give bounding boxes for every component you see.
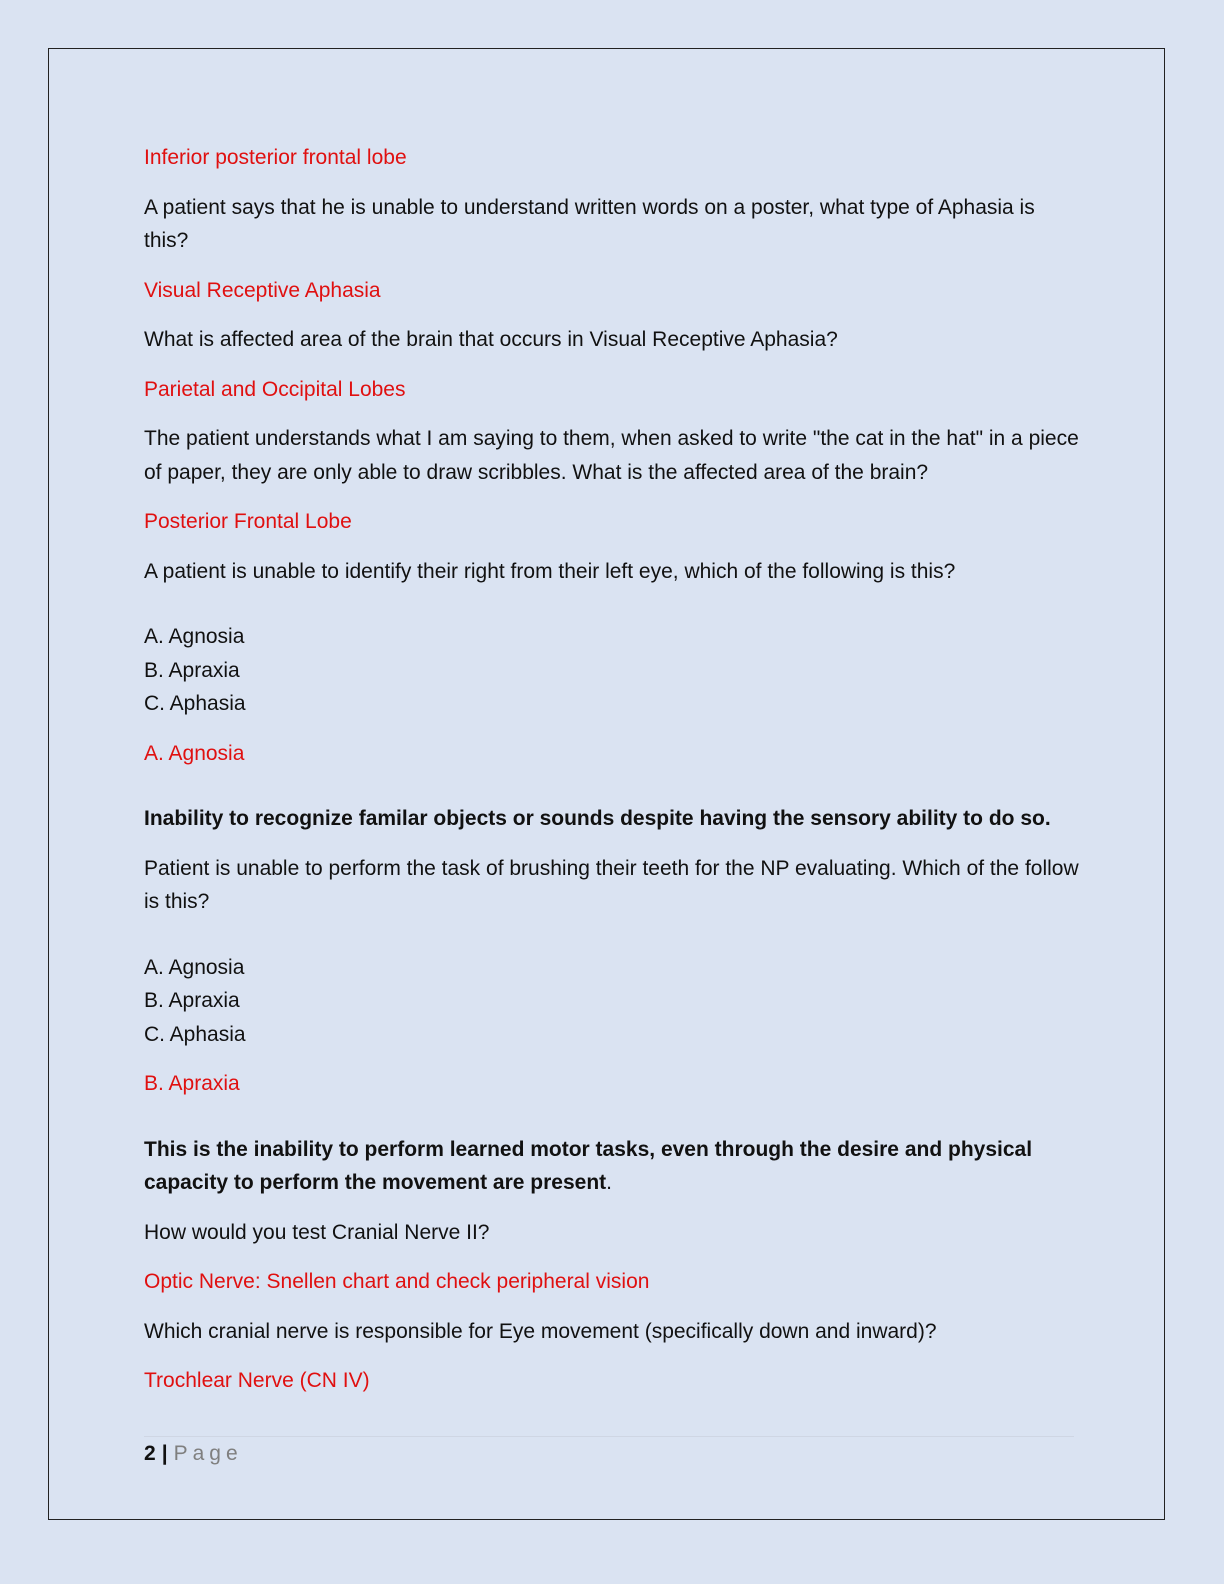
answer-text: Visual Receptive Aphasia (144, 278, 381, 302)
option-item: C. Aphasia (144, 692, 246, 715)
option-list (144, 620, 1079, 721)
footer-divider (144, 1436, 1074, 1437)
page-content (144, 141, 1079, 1414)
question-text: Patient is unable to perform the task of brushing their teeth for the NP evaluating. Which of the follow is this? (144, 856, 1079, 913)
option-item: B. Apraxia (144, 989, 240, 1012)
question-text: The patient understands what I am saying to them, when asked to write "the cat in the hat" in a piece of paper, they are only able to draw scribbles. What is the affected area of the brain? (144, 427, 1079, 484)
answer-text: Parietal and Occipital Lobes (144, 377, 406, 401)
question-text: A patient is unable to identify their right from their left eye, which of the following is this? (144, 559, 956, 583)
option-item: B. Apraxia (144, 658, 240, 682)
answer-text: B. Apraxia (144, 1072, 240, 1095)
explanation-text: This is the inability to perform learned motor tasks, even through the desire and physical capacity to perform the movement are present (144, 1137, 1033, 1194)
answer-text: Trochlear Nerve (CN IV) (144, 1369, 370, 1392)
answer-text: Inferior posterior frontal lobe (144, 146, 407, 169)
page-number: 2 (144, 1442, 156, 1465)
question-text: What is affected area of the brain that occurs in Visual Receptive Aphasia? (144, 328, 838, 351)
page-label: Page (173, 1442, 243, 1465)
option-item: C. Aphasia (144, 1022, 246, 1046)
answer-text: Posterior Frontal Lobe (144, 510, 352, 533)
page-footer (144, 1439, 243, 1469)
answer-text: A. Agnosia (144, 741, 245, 765)
question-text: Which cranial nerve is responsible for Eye movement (specifically down and inward)? (144, 1319, 937, 1343)
document-page (48, 48, 1165, 1520)
option-item: A. Agnosia (144, 955, 245, 979)
answer-text: Optic Nerve: Snellen chart and check peripheral vision (144, 1270, 650, 1293)
question-text: A patient says that he is unable to understand written words on a poster, what type of Aphasia is this? (144, 195, 1035, 252)
explanation-paragraph (144, 1133, 1079, 1200)
option-list (144, 951, 1079, 1052)
option-item: A. Agnosia (144, 625, 245, 648)
explanation-suffix: . (606, 1171, 612, 1194)
question-text: How would you test Cranial Nerve II? (144, 1220, 490, 1244)
explanation-text: Inability to recognize familar objects or sounds despite having the sensory ability to do so. (144, 807, 1051, 830)
footer-separator: | (161, 1442, 168, 1465)
